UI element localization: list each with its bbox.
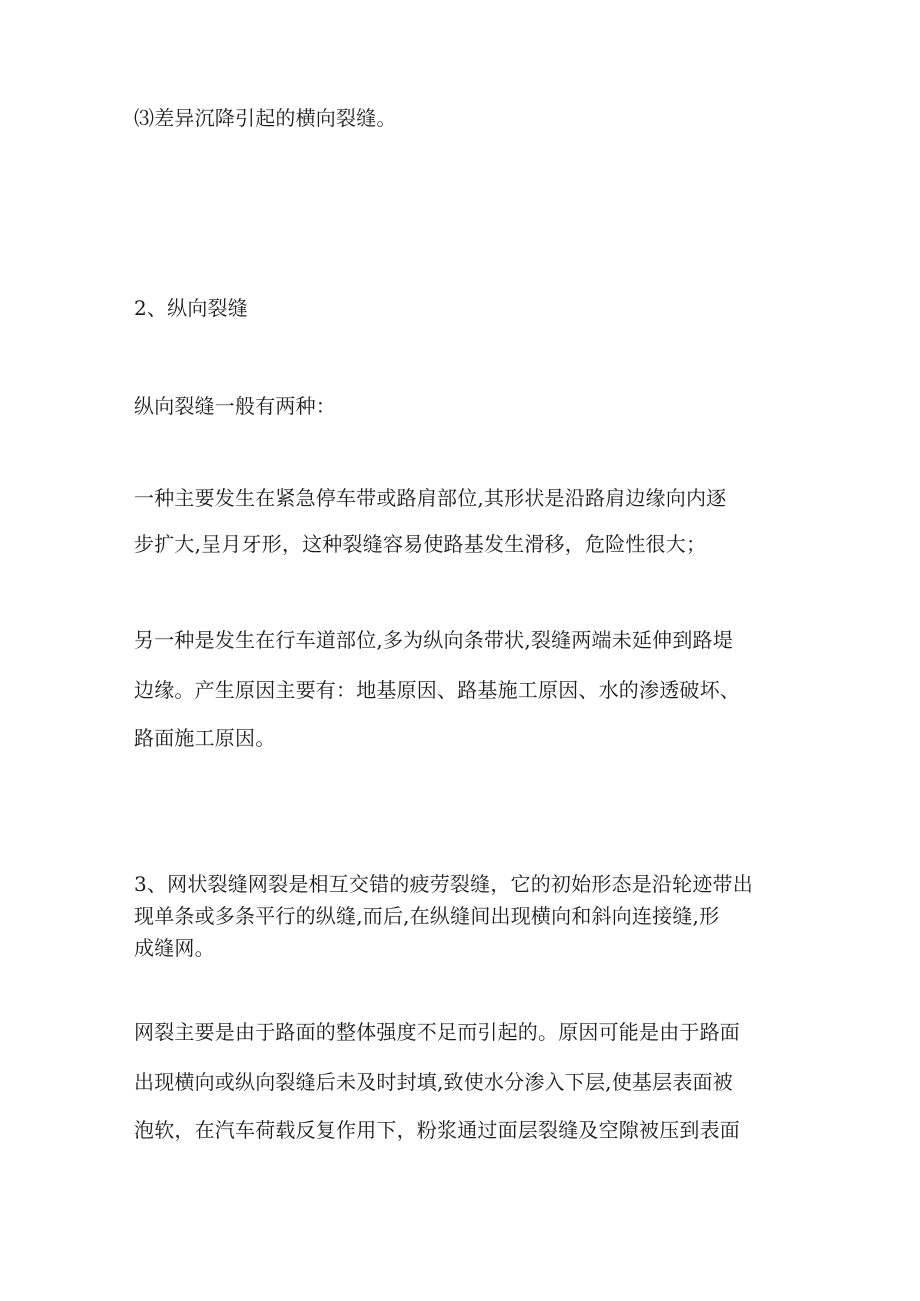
paragraph-line: 3、网状裂缝网裂是相互交错的疲劳裂缝，它的初始形态是沿轮迹带出 xyxy=(134,872,753,896)
subpoint-3-text: ⑶差异沉降引起的横向裂缝。 xyxy=(134,106,397,130)
paragraph-line: 出现横向或纵向裂缝后未及时封填,致使水分渗入下层,使基层表面被 xyxy=(134,1070,733,1094)
paragraph-line: 网裂主要是由于路面的整体强度不足而引起的。原因可能是由于路面 xyxy=(134,1020,740,1044)
paragraph-line: 泡软，在汽车荷载反复作用下，粉浆通过面层裂缝及空隙被压到表面 xyxy=(134,1118,740,1142)
paragraph-line: 边缘。产生原因主要有：地基原因、路基施工原因、水的渗透破坏、 xyxy=(134,678,740,702)
paragraph-line: 成缝网。 xyxy=(134,936,215,960)
section-2-intro: 纵向裂缝一般有两种： xyxy=(134,394,336,418)
paragraph-line: 现单条或多条平行的纵缝,而后,在纵缝间出现横向和斜向连接缝,形 xyxy=(134,904,720,928)
section-2-heading: 2、纵向裂缝 xyxy=(134,296,248,320)
paragraph-line: 一种主要发生在紧急停车带或路肩部位,其形状是沿路肩边缘向内逐 xyxy=(134,486,727,510)
paragraph-line: 步扩大,呈月牙形，这种裂缝容易使路基发生滑移，危险性很大； xyxy=(134,532,707,556)
paragraph-line: 路面施工原因。 xyxy=(134,726,276,750)
paragraph-line: 另一种是发生在行车道部位,多为纵向条带状,裂缝两端未延伸到路堤 xyxy=(134,628,733,652)
